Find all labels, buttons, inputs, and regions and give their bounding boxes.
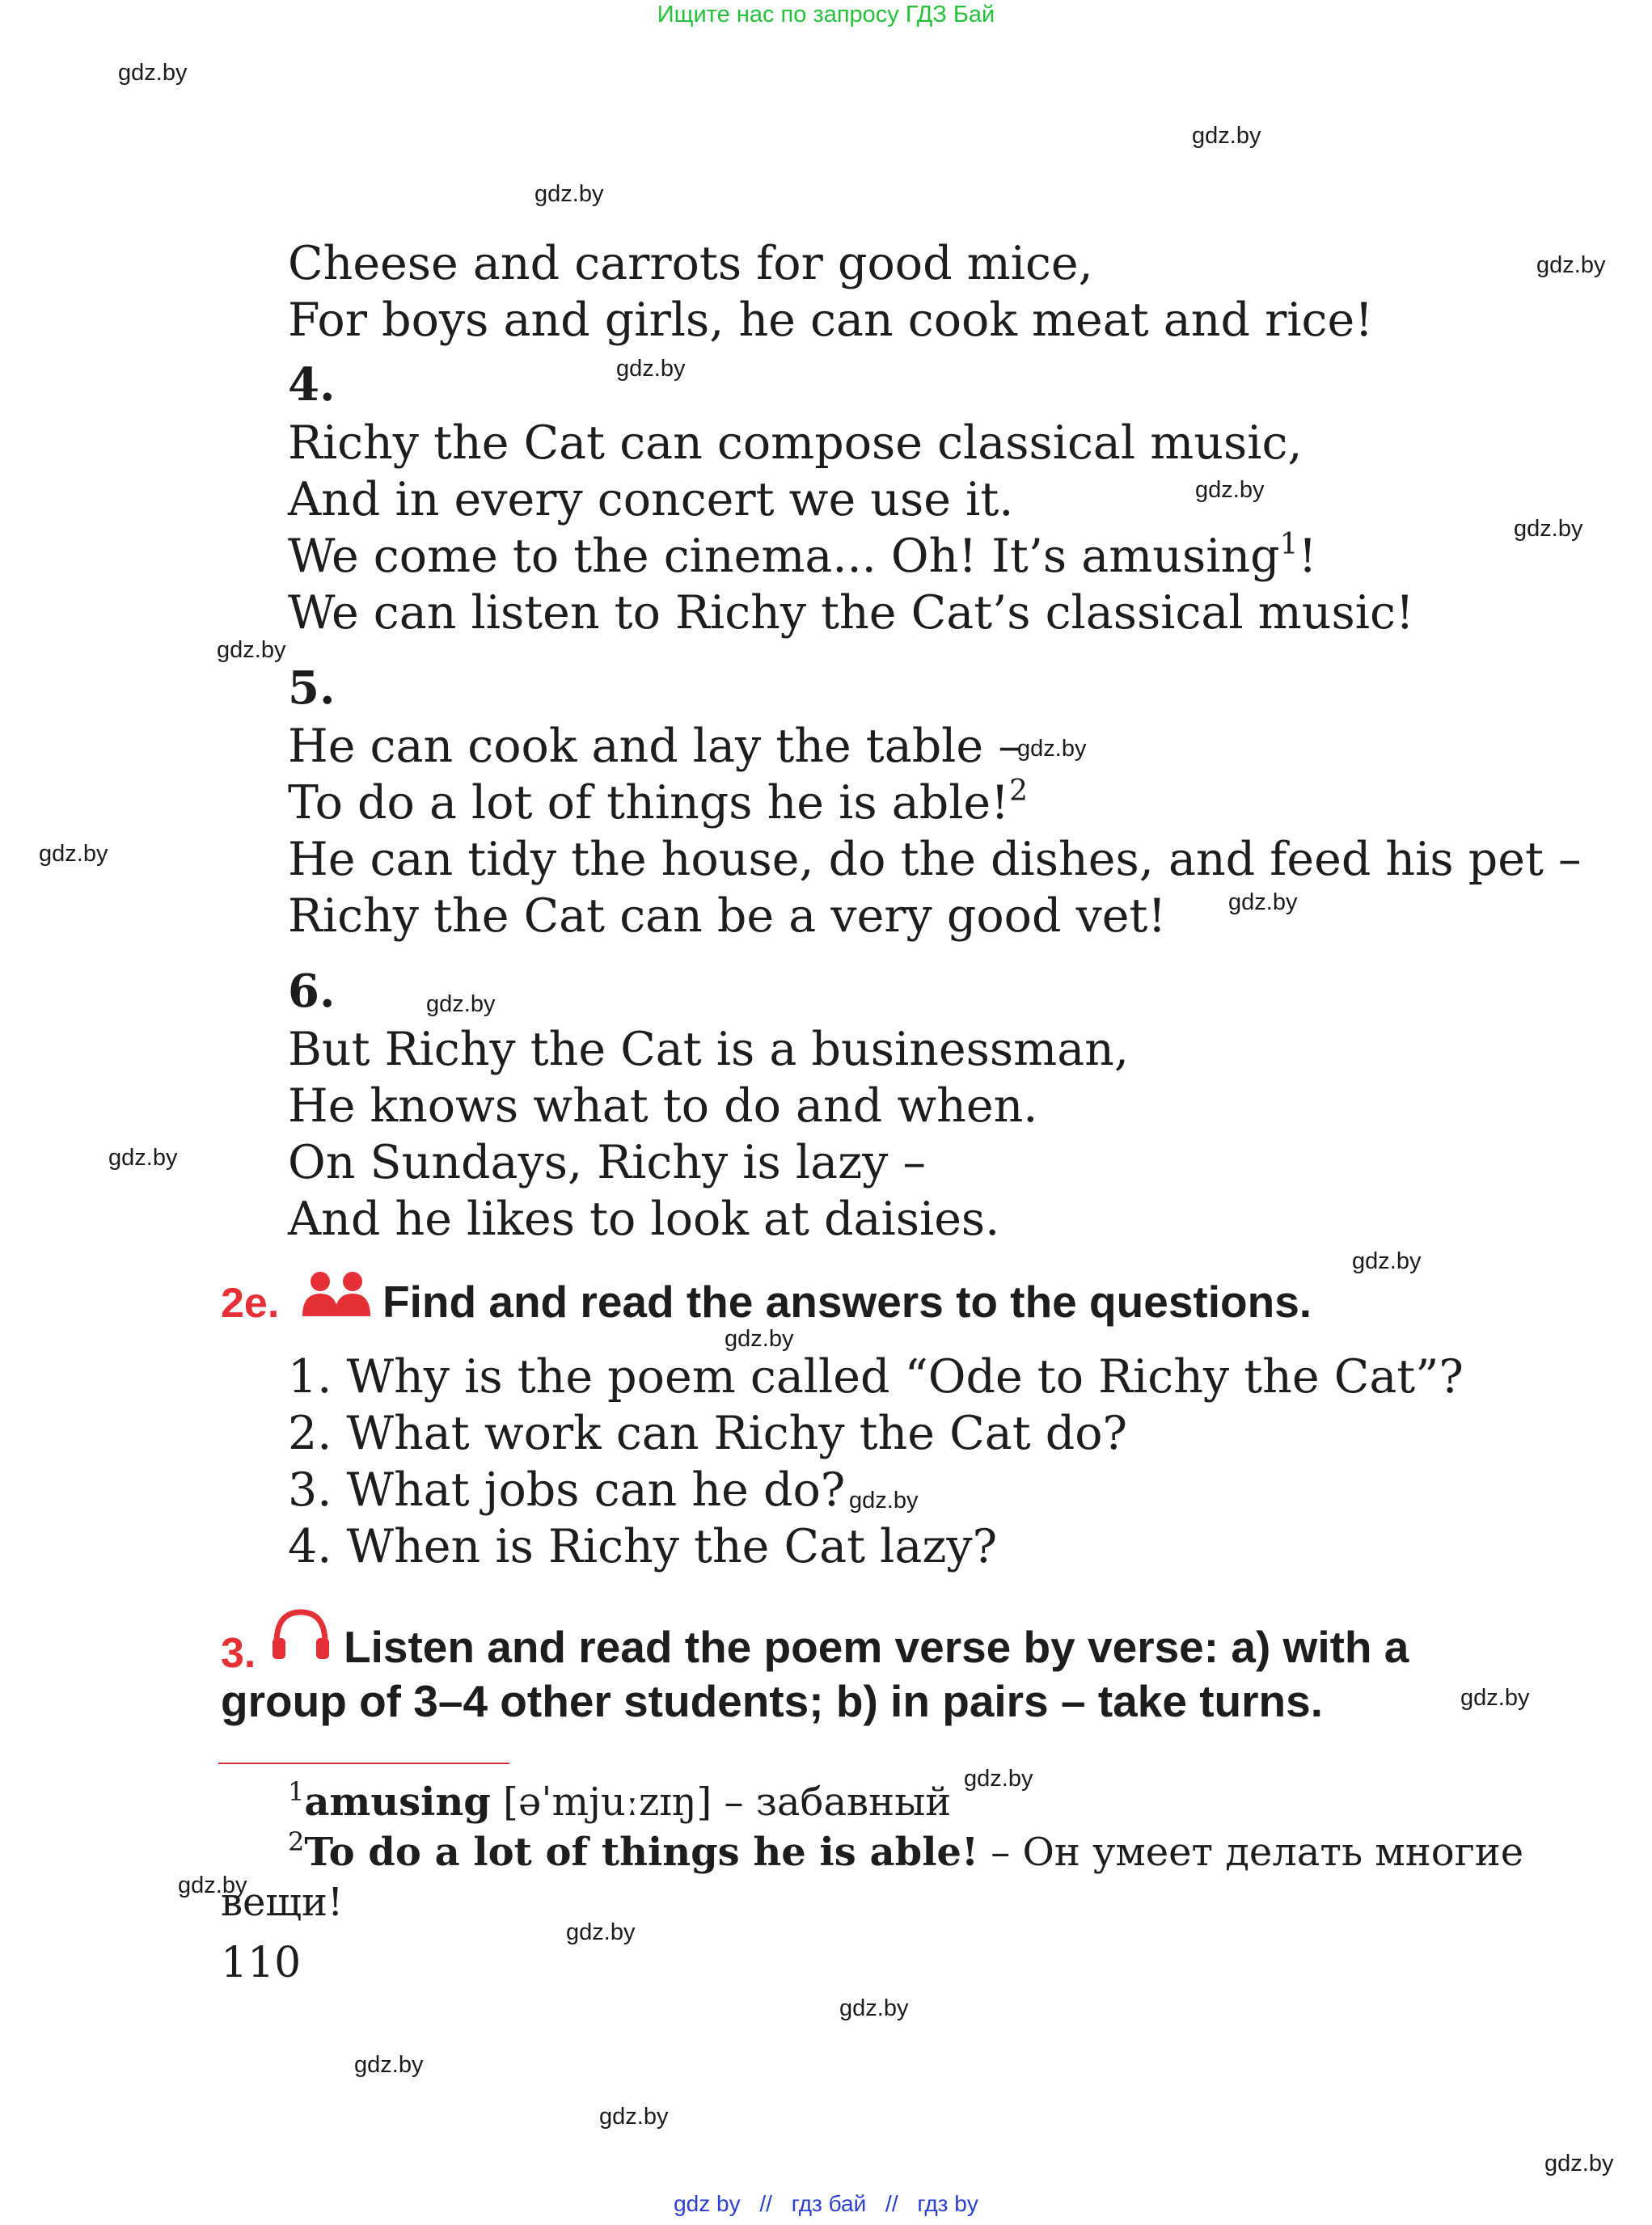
poem-line (288, 775, 1028, 831)
watermark: gdz.by (1544, 2151, 1614, 2176)
poem-line: He knows what to do and when. (288, 1079, 1038, 1133)
poem-line: Richy the Cat can compose classical music, (288, 416, 1303, 470)
watermark: gdz.by (566, 1919, 636, 1945)
footnote-continuation: вещи! (221, 1880, 344, 1925)
poem-line: Cheese and carrots for good mice, (288, 237, 1093, 290)
watermark: gdz.by (1017, 736, 1087, 762)
watermark: gdz.by (1228, 889, 1298, 915)
watermark: gdz.by (964, 1766, 1033, 1792)
verse-number: 4. (288, 358, 336, 412)
watermark: gdz.by (354, 2052, 424, 2078)
poem-line: And he likes to look at daisies. (288, 1193, 1000, 1246)
watermark: gdz.by (118, 60, 188, 86)
watermark: gdz.by (426, 991, 496, 1017)
poem-line-text: To do a lot of things he is able! (288, 776, 1010, 830)
question-item: 3. What jobs can he do? (288, 1463, 846, 1517)
task-title: Find and read the answers to the questions. (382, 1277, 1312, 1327)
poem-line: He can cook and lay the table – (288, 720, 1021, 773)
watermark: gdz.by (108, 1145, 178, 1171)
poem-line (288, 528, 1316, 585)
footnote-divider (218, 1763, 509, 1764)
headphones-icon (270, 1607, 332, 1661)
watermark: gdz.by (178, 1872, 247, 1898)
poem-line-punct: ! (1298, 530, 1317, 583)
bottom-link[interactable]: gdz by (674, 2191, 741, 2216)
bottom-link[interactable]: гдз бай (791, 2191, 867, 2216)
verse-number: 6. (288, 965, 336, 1018)
footnote-marker: 2 (1009, 775, 1028, 808)
task-instruction-line: group of 3–4 other students; b) in pairs – take turns. (221, 1676, 1323, 1726)
footnote-term: To do a lot of things he is able! (304, 1830, 979, 1875)
poem-line: Richy the Cat can be a very good vet! (288, 889, 1167, 943)
watermark: gdz.by (39, 841, 108, 867)
bottom-link[interactable]: гдз by (917, 2191, 978, 2216)
watermark: gdz.by (1536, 252, 1606, 278)
poem-line: We can listen to Richy the Cat’s classical music! (288, 586, 1414, 640)
footnote-marker: 1 (288, 1776, 305, 1807)
task-number: 2e. (221, 1280, 280, 1327)
watermark: gdz.by (1192, 123, 1261, 149)
watermark: gdz.by (849, 1488, 919, 1514)
bottom-links (0, 2191, 1652, 2217)
task-number: 3. (221, 1630, 256, 1677)
question-item: 2. What work can Richy the Cat do? (288, 1407, 1128, 1460)
link-separator: // (759, 2191, 772, 2216)
watermark: gdz.by (1460, 1685, 1530, 1711)
top-banner: Ищите нас по запросу ГДЗ Бай (657, 2, 995, 27)
page-number: 110 (221, 1939, 302, 1987)
question-item: 4. When is Richy the Cat lazy? (288, 1520, 998, 1573)
watermark: gdz.by (1352, 1248, 1422, 1274)
footnote-text: – Он умеет делать многие (978, 1830, 1524, 1875)
watermark: gdz.by (534, 181, 604, 207)
footnote (288, 1777, 951, 1827)
poem-line: And in every concert we use it. (288, 473, 1014, 526)
footnote-term: amusing (304, 1780, 491, 1825)
watermark: gdz.by (725, 1326, 794, 1352)
watermark: gdz.by (217, 637, 286, 663)
footnote-text: [əˈmjuːzɪŋ] – забавный (490, 1780, 952, 1825)
watermark: gdz.by (1514, 516, 1583, 542)
poem-line: But Richy the Cat is a businessman, (288, 1023, 1129, 1076)
poem-line: For boys and girls, he can cook meat and rice! (288, 293, 1374, 347)
watermark: gdz.by (599, 2104, 669, 2130)
watermark: gdz.by (616, 356, 686, 382)
task-instruction-line: Listen and read the poem verse by verse: a) with a (344, 1622, 1409, 1672)
verse-number: 5. (288, 661, 336, 715)
footnote-marker: 1 (1279, 528, 1299, 561)
poem-line: On Sundays, Richy is lazy – (288, 1136, 926, 1189)
poem-line-text: We come to the cinema... Oh! It’s amusing (288, 530, 1280, 583)
watermark: gdz.by (839, 1995, 909, 2021)
footnote (288, 1827, 1523, 1877)
link-separator: // (885, 2191, 898, 2216)
watermark: gdz.by (1195, 477, 1265, 503)
pair-work-icon (301, 1271, 372, 1318)
question-item: 1. Why is the poem called “Ode to Richy the Cat”? (288, 1350, 1464, 1404)
footnote-marker: 2 (288, 1826, 305, 1857)
poem-line: He can tidy the house, do the dishes, and feed his pet – (288, 833, 1582, 886)
